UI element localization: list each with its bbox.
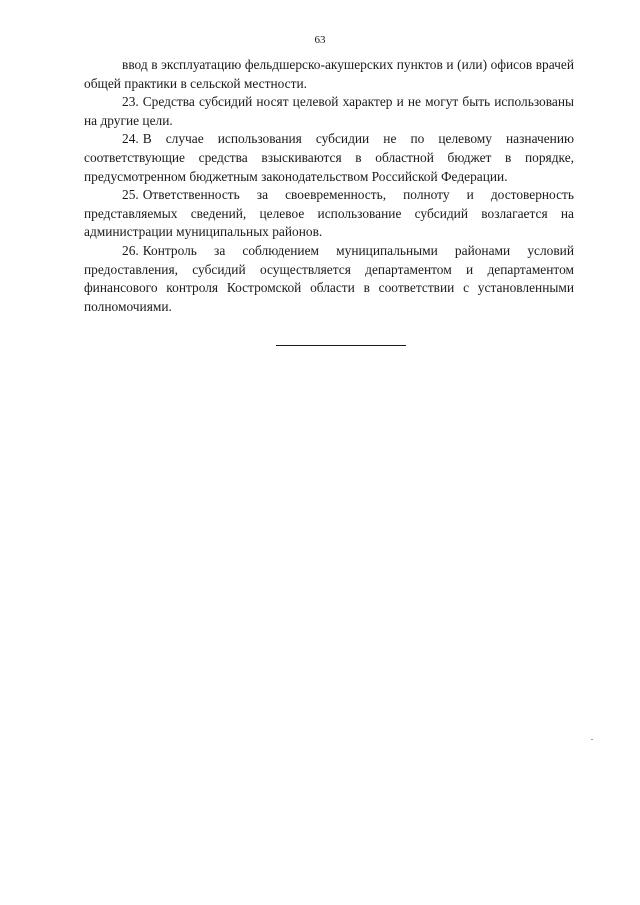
paragraph-text: Ответственность за своевременность, полноту и достоверность представляемых сведений, целевое использование субсидий возлагается на администрации муниципальных районов. xyxy=(84,187,574,240)
paragraph-text: ввод в эксплуатацию фельдшерско-акушерских пунктов и (или) офисов врачей общей практики в сельской местности. xyxy=(84,57,574,91)
paragraph-25 xyxy=(84,186,574,242)
page-number: 63 xyxy=(314,34,326,46)
paragraph-number: 24. xyxy=(122,131,139,147)
paragraph-number: 23. xyxy=(122,94,139,110)
closing-rule xyxy=(276,345,406,346)
scan-speck xyxy=(591,739,593,740)
paragraph-text: Контроль за соблюдением муниципальными районами условий предоставления, субсидий осуществляется департаментом и департаментом финансового контроля Костромской области в соответствии с установленными полномочиями. xyxy=(84,242,574,314)
document-body xyxy=(84,56,574,316)
paragraph-text: В случае использования субсидии не по целевому назначению соответствующие средства взыскиваются в областной бюджет в порядке, предусмотренном бюджетным законодательством Российской Федерации. xyxy=(84,131,574,184)
paragraph-24 xyxy=(84,130,574,186)
paragraph-number: 26. xyxy=(122,242,139,258)
paragraph-text: Средства субсидий носят целевой характер и не могут быть использованы на другие цели. xyxy=(84,94,574,128)
paragraph-number: 25. xyxy=(122,187,139,203)
paragraph-continuation xyxy=(84,56,574,93)
paragraph-26 xyxy=(84,242,574,316)
paragraph-23 xyxy=(84,93,574,130)
